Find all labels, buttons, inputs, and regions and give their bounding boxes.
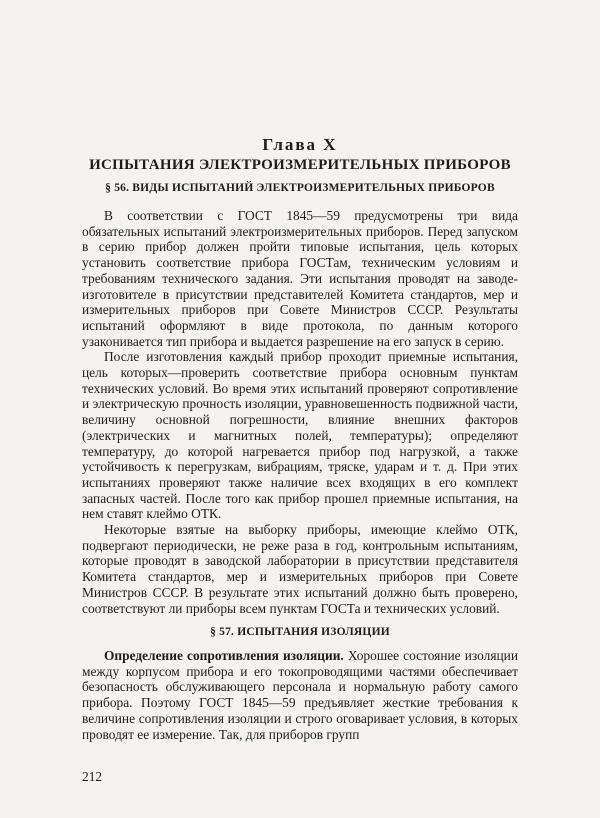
section-56-heading: § 56. ВИДЫ ИСПЫТАНИЙ ЭЛЕКТРОИЗМЕРИТЕЛЬНЫХ ПРИБОРОВ — [105, 182, 495, 194]
paragraph: В соответствии с ГОСТ 1845—59 предусмотрены три вида обязательных испытаний электроизмерительных приборов. Перед запуском в серию прибор должен пройти типовые испытания, цель которых установить соответствие прибора ГОСТам, техническим условиям и требованиям технического задания. Эти испытания проводят на заводе-изготовителе в присутствии представителей Комитета стандартов, мер и измерительных приборов при Совете Министров СССР. Результаты испытаний оформляют в виде протокола, по данным которого узаконивается тип прибора и выдается разрешение на его запуск в серию. — [82, 208, 518, 349]
paragraph: После изготовления каждый прибор проходит приемные испытания, цель которых—проверить соответствие прибора основным пунктам технических условий. Во время этих испытаний проверяют сопротивление и электрическую прочность изоляции, уравновешенность подвижной части, величину основной погрешности, влияние внешних факторов (электрических и магнитных полей, температуры); определяют температуру, до которой нагревается прибор под нагрузкой, а также устойчивость к перегрузкам, вибрациям, тряске, ударам и т. д. При этих испытаниях проверяют также наличие всех входящих в его комплект запасных частей. После того как прибор прошел приемные испытания, на нем ставят клеймо ОТК. — [82, 349, 518, 522]
paragraph — [82, 648, 518, 742]
page-number: 212 — [82, 769, 103, 784]
chapter-title: ИСПЫТАНИЯ ЭЛЕКТРОИЗМЕРИТЕЛЬНЫХ ПРИБОРОВ — [89, 157, 511, 173]
paragraph-text: Хорошее состояние изоляции между корпусом прибора и его токопроводящими частями обеспечивает безопасность обслуживающего персонала и нормальную работу самого прибора. Поэтому ГОСТ 1845—59 предъявляет жесткие требования к величине сопротивления изоляции и строго оговаривает условия, в которых проводят ее измерение. Так, для приборов групп — [82, 648, 518, 742]
section-57-heading: § 57. ИСПЫТАНИЯ ИЗОЛЯЦИИ — [210, 626, 390, 638]
paragraph: Некоторые взятые на выборку приборы, имеющие клеймо ОТК, подвергают периодически, не реже раза в год, контрольным испытаниям, которые проводят в заводской лаборатории в присутствии представителя Комитета стандартов, мер и измерительных приборов при Совете Министров СССР. В результате этих испытаний должно быть проверено, соответствуют ли приборы всем пунктам ГОСТа и технических условий. — [82, 522, 518, 616]
runin-heading: Определение сопротивления изоляции. — [104, 648, 344, 663]
section-57-body — [82, 648, 518, 742]
section-56-body — [82, 208, 518, 616]
chapter-label: Глава X — [262, 135, 338, 154]
